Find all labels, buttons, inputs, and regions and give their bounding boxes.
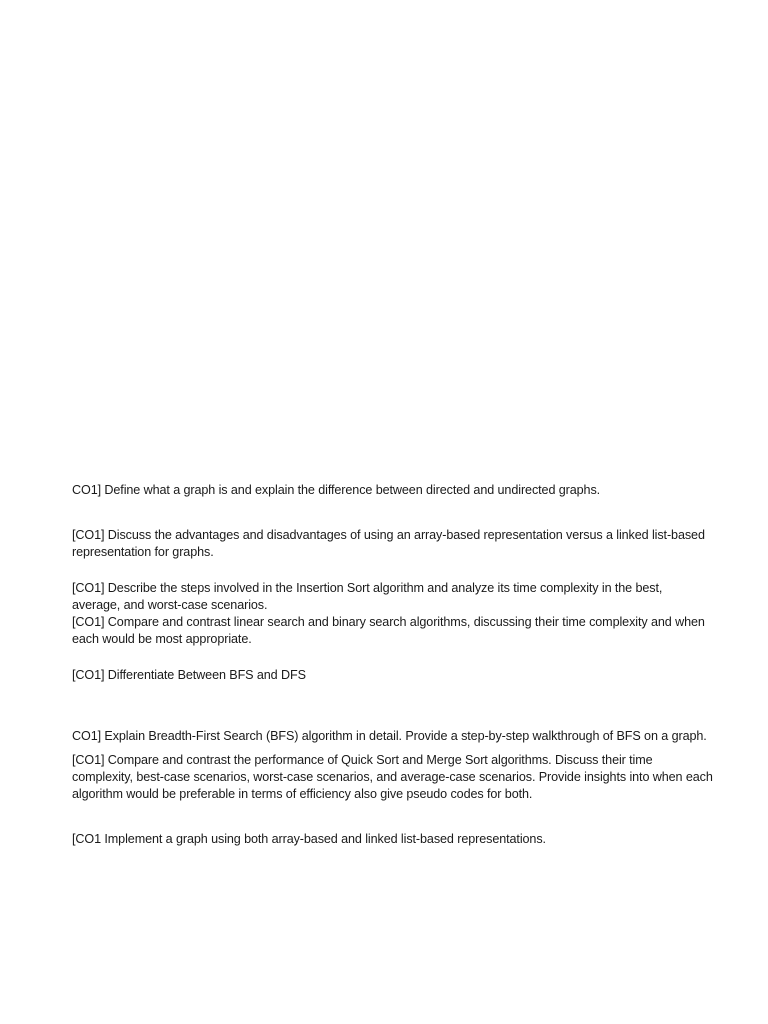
question-line: [CO1] Discuss the advantages and disadvantages of using an array-based representation versus a linked list-based bbox=[72, 528, 705, 542]
question-line: average, and worst-case scenarios. bbox=[72, 598, 268, 612]
question-line: each would be most appropriate. bbox=[72, 632, 252, 646]
question-line: representation for graphs. bbox=[72, 545, 214, 559]
question-quick-vs-merge-sort bbox=[72, 752, 724, 803]
question-line: [CO1 Implement a graph using both array-based and linked list-based representations. bbox=[72, 832, 546, 846]
question-line: [CO1] Describe the steps involved in the Insertion Sort algorithm and analyze its time complexity in the best, bbox=[72, 581, 663, 595]
question-line: CO1] Explain Breadth-First Search (BFS) algorithm in detail. Provide a step-by-step walkthrough of BFS on a graph. bbox=[72, 729, 707, 743]
question-implement-graph bbox=[72, 831, 724, 848]
question-line: algorithm would be preferable in terms of efficiency also give pseudo codes for both. bbox=[72, 787, 533, 801]
question-linear-vs-binary-search bbox=[72, 614, 724, 648]
question-line: [CO1] Compare and contrast the performance of Quick Sort and Merge Sort algorithms. Discuss their time bbox=[72, 753, 653, 767]
question-graph-definition bbox=[72, 482, 724, 499]
question-bfs-explain bbox=[72, 728, 724, 745]
question-insertion-sort bbox=[72, 580, 724, 614]
question-line: [CO1] Compare and contrast linear search and binary search algorithms, discussing their time complexity and when bbox=[72, 615, 705, 629]
question-line: CO1] Define what a graph is and explain the difference between directed and undirected graphs. bbox=[72, 483, 601, 497]
question-line: [CO1] Differentiate Between BFS and DFS bbox=[72, 668, 306, 682]
question-array-vs-linked-list bbox=[72, 527, 724, 561]
question-line: complexity, best-case scenarios, worst-case scenarios, and average-case scenarios. Provide insights into when each bbox=[72, 770, 713, 784]
question-bfs-vs-dfs bbox=[72, 667, 724, 684]
